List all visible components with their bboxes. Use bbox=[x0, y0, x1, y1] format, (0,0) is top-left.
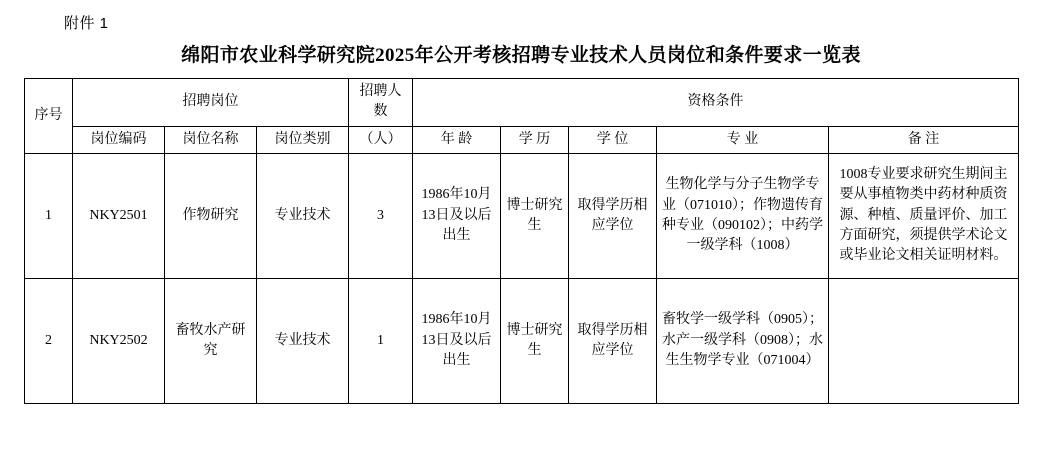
cell-education: 博士研究生 bbox=[501, 153, 569, 278]
cell-major: 畜牧学一级学科（0905）；水产一级学科（0908）；水生生物学专业（071004） bbox=[657, 278, 829, 403]
cell-major: 生物化学与分子生物学专业（071010）；作物遗传育种专业（090102）；中药学一级学科（1008） bbox=[657, 153, 829, 278]
cell-seq: 1 bbox=[25, 153, 73, 278]
header-position-code: 岗位编码 bbox=[73, 126, 165, 153]
cell-position-name: 畜牧水产研究 bbox=[165, 278, 257, 403]
cell-degree: 取得学历相应学位 bbox=[569, 153, 657, 278]
cell-education: 博士研究生 bbox=[501, 278, 569, 403]
header-position-name: 岗位名称 bbox=[165, 126, 257, 153]
page-title: 绵阳市农业科学研究院2025年公开考核招聘专业技术人员岗位和条件要求一览表 bbox=[181, 45, 861, 66]
cell-position-code: NKY2502 bbox=[73, 278, 165, 403]
header-major: 专 业 bbox=[657, 126, 829, 153]
cell-headcount: 1 bbox=[349, 278, 413, 403]
header-position-type: 岗位类别 bbox=[257, 126, 349, 153]
cell-remark bbox=[829, 278, 1019, 403]
attachment-label: 附件 1 bbox=[64, 15, 109, 32]
cell-position-type: 专业技术 bbox=[257, 153, 349, 278]
cell-degree: 取得学历相应学位 bbox=[569, 278, 657, 403]
header-headcount: 招聘人数 bbox=[349, 79, 413, 127]
header-qualification-group: 资格条件 bbox=[413, 79, 1019, 127]
table-row bbox=[25, 278, 1019, 403]
cell-position-code: NKY2501 bbox=[73, 153, 165, 278]
cell-position-type: 专业技术 bbox=[257, 278, 349, 403]
table-header-row-sub bbox=[25, 126, 1019, 153]
cell-age: 1986年10月13日及以后出生 bbox=[413, 278, 501, 403]
cell-headcount: 3 bbox=[349, 153, 413, 278]
header-headcount-unit: （人） bbox=[349, 126, 413, 153]
cell-seq: 2 bbox=[25, 278, 73, 403]
header-seq: 序号 bbox=[25, 79, 73, 154]
recruitment-table bbox=[24, 78, 1019, 404]
table-row bbox=[25, 153, 1019, 278]
header-education: 学 历 bbox=[501, 126, 569, 153]
cell-position-name: 作物研究 bbox=[165, 153, 257, 278]
cell-remark: 1008专业要求研究生期间主要从事植物类中药材种质资源、种植、质量评价、加工方面研究，须提供学术论文或毕业论文相关证明材料。 bbox=[829, 153, 1019, 278]
cell-age: 1986年10月13日及以后出生 bbox=[413, 153, 501, 278]
header-degree: 学 位 bbox=[569, 126, 657, 153]
header-age: 年 龄 bbox=[413, 126, 501, 153]
header-remark: 备 注 bbox=[829, 126, 1019, 153]
table-header-row-groups bbox=[25, 79, 1019, 127]
header-position-group: 招聘岗位 bbox=[73, 79, 349, 127]
